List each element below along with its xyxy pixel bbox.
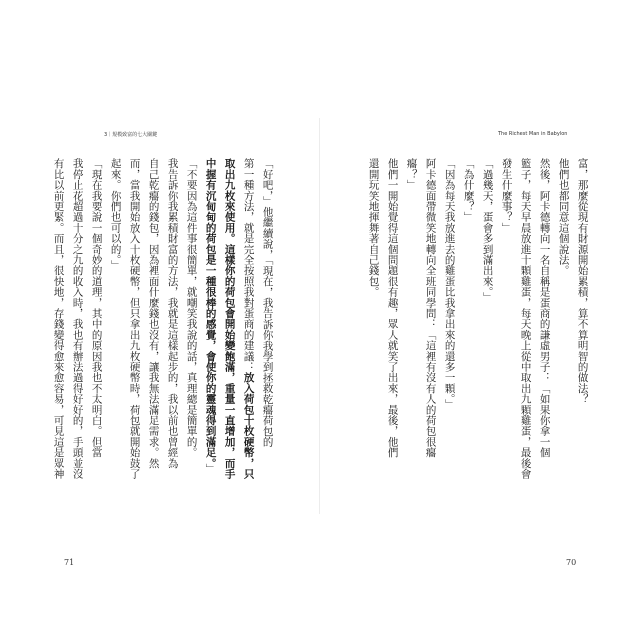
left-page-line-10: 「現在我要說一個奇妙的道理，其中的原因我也不太明白。但當 <box>90 158 103 458</box>
right-page-line-5: 發生什麼事？」 <box>500 158 513 233</box>
left-line-4-bold: 中握有沉甸甸的荷包是一種很棒的感覺，會使你的靈魂得到滿足。 <box>204 158 217 464</box>
right-page-line-11: 他們一開始覺得這個問題很有趣，眾人就笑了出來，最後，他們 <box>386 158 399 458</box>
left-page-line-1: 「好吧，」他繼續說，「現在，我告訴你我學到拯救乾癟荷包的 <box>261 158 274 448</box>
left-page-line-6: 我告訴你我累積財富的方法，我就是這樣起步的，我以前也曾經為 <box>166 158 179 469</box>
page-number-left: 71 <box>64 558 75 567</box>
right-page-line-8: 「因為每天我放進去的雞蛋比我拿出來的還多一顆。」 <box>443 158 456 410</box>
book-gutter <box>319 118 320 514</box>
left-line-4-plain: 」 <box>204 463 217 474</box>
right-page-line-12: 還開玩笑地揮舞著自己錢包。 <box>367 158 380 298</box>
right-page-line-3: 然後，阿卡德轉向一名自稱是蛋商的謙虛男子：「如果你拿一個 <box>538 158 551 458</box>
left-page-line-7: 自己乾癟的錢包，因為裡面什麼錢也沒有，讓我無法滿足需求。然 <box>147 158 160 469</box>
right-page-line-7: 「為什麼？」 <box>462 158 475 223</box>
left-line-2-bold: 放入荷包十枚硬幣，只 <box>242 372 255 479</box>
left-page-line-4 <box>203 158 218 508</box>
left-page-line-2 <box>241 158 256 508</box>
book-title-header: The Richest Man in Babylon <box>498 131 568 137</box>
left-line-3-bold: 取出九枚來使用。這樣你的荷包會開始變飽滿，重量一直增加，而手 <box>223 158 236 479</box>
left-page-line-11: 我停止花超過十分之九的收入時，我也有辦法過得好好的，手頭並沒 <box>71 158 84 479</box>
left-line-2-plain: 第一種方法，就是完全按照我對蛋商的建議： <box>242 158 255 372</box>
right-page-line-6: 「過幾天，蛋會多到滿出來。」 <box>481 158 494 303</box>
left-page-line-8: 而，當我開始放入十枚硬幣，但只拿出九枚硬幣時，荷包就開始鼓了 <box>128 158 141 479</box>
right-page-line-2: 他們也都同意這個說法。 <box>557 158 570 276</box>
right-page-line-1: 富，那麼從現有財源開始累積，算不算明智的做法？ <box>576 158 589 405</box>
left-page-line-5: 「不要因為這件事很簡單，就嘲笑我說的話，真理總是簡單的。 <box>185 158 198 458</box>
right-page-line-9: 阿卡德面帶微笑地轉向全班同學問：「這裡有沒有人的荷包很癟 <box>424 158 437 458</box>
left-page-line-3 <box>222 158 237 508</box>
chapter-header: 3｜規模致富的七大關鍵 <box>104 132 158 138</box>
left-page-line-9: 起來。你們也可以的。」 <box>109 158 122 271</box>
right-page-line-10: 癟？」 <box>405 158 418 191</box>
page-number-right: 70 <box>566 558 577 567</box>
left-page-line-12: 有比以前更緊。而且，很快地，存錢變得愈來愈容易，可見這是眾神 <box>52 158 65 479</box>
right-page-line-4: 籃子，每天早晨放進十顆雞蛋，每天晚上從中取出九顆雞蛋，最後會 <box>519 158 532 479</box>
